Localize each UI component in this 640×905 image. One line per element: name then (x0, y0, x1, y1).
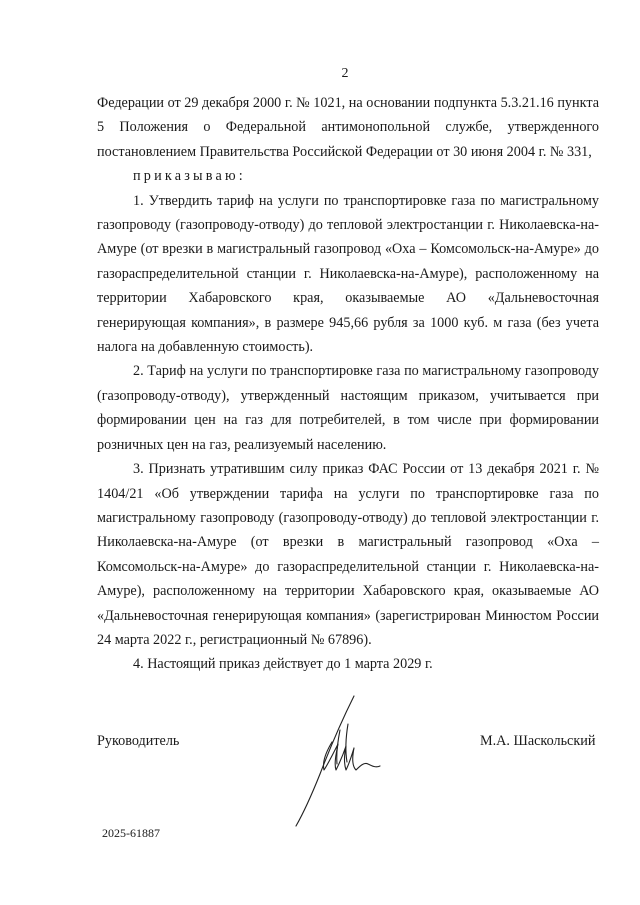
paragraph-item-1: 1. Утвердить тариф на услуги по транспортировке газа по магистральному газопроводу (газопроводу-отводу) до тепловой электростанции г. Николаевска-на-Амуре (от врезки в магистральный газопровод «Оха – Комсомольск-на-Амуре» до газораспределительной станции г. Николаевска-на-Амуре), расположенному на территории Хабаровского края, оказываемые АО «Дальневосточная генерирующая компания», в размере 945,66 рубля за 1000 куб. м газа (без учета налога на добавленную стоимость). (97, 192, 599, 356)
paragraph-order-word: приказываю: (133, 168, 246, 185)
signatory-name: М.А. Шаскольский (480, 733, 596, 749)
paragraph-item-4: 4. Настоящий приказ действует до 1 марта 2029 г. (133, 656, 433, 673)
document-code: 2025-61887 (102, 826, 160, 840)
handwritten-signature (290, 690, 400, 830)
paragraph-item-3: 3. Признать утратившим силу приказ ФАС России от 13 декабря 2021 г. № 1404/21 «Об утверждении тарифа на услуги по транспортировке газа по магистральному газопроводу (газопроводу-отводу) до тепловой электростанции г. Николаевска-на-Амуре (от врезки в магистральный газопровод «Оха – Комсомольск-на-Амуре» до газораспределительной станции г. Николаевска-на-Амуре), расположенному на территории Хабаровского края, оказываемые АО «Дальневосточная генерирующая компания» (зарегистрирован Минюстом России 24 марта 2022 г., регистрационный № 67896). (97, 461, 599, 648)
paragraph-item-2: 2. Тариф на услуги по транспортировке газа по магистральному газопроводу (газопроводу-отводу), утвержденный настоящим приказом, учитывается при формировании цен на газ для потребителей, в том числе при формировании розничных цен на газ, реализуемый населению. (97, 363, 599, 453)
signatory-title: Руководитель (97, 733, 180, 749)
document-body (97, 91, 599, 677)
paragraph-preamble-continuation: Федерации от 29 декабря 2000 г. № 1021, на основании подпункта 5.3.21.16 пункта 5 Положения о Федеральной антимонопольной службе, утвержденного постановлением Правительства Российской Федерации от 30 июня 2004 г. № 331, (97, 95, 599, 160)
page-number: 2 (341, 66, 349, 81)
